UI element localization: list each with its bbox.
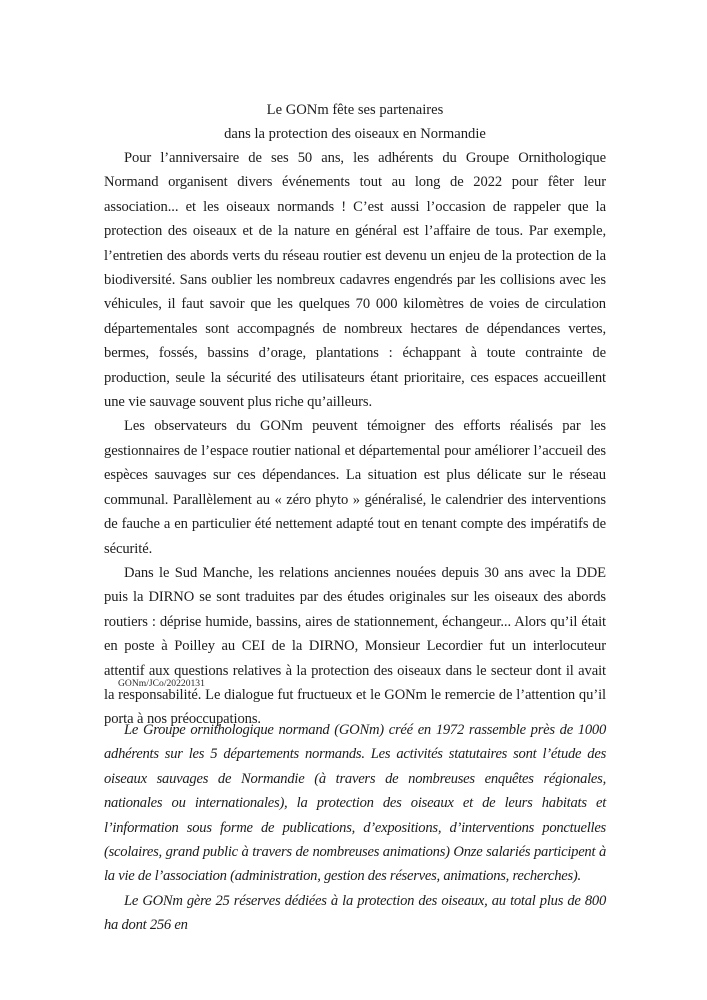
article-body — [104, 146, 606, 732]
paragraph-anniversary: Pour l’anniversaire de ses 50 ans, les adhérents du Groupe Ornithologique Normand organisent divers événements tout au long de 2022 pour fêter leur association... et les oiseaux normands ! C’est aussi l’occasion de rappeler que la protection des oiseaux et de la nature en général est l’affaire de tous. Par exemple, l’entretien des abords verts du réseau routier est devenu un enjeu de la protection de la biodiversité. Sans oublier les nombreux cadavres engendrés par les collisions avec les véhicules, il faut savoir que les quelques 70 000 kilomètres de voies de circulation départementales sont accompagnés de nombreux hectares de dépendances vertes, bermes, fossés, bassins d’orage, plantations : échappant à toute contrainte de production, seule la sécurité des utilisateurs étant prioritaire, ces espaces accueillent une vie sauvage souvent plus riche qu’ailleurs. — [104, 150, 606, 411]
paragraph-reserves: Le GONm gère 25 réserves dédiées à la protection des oiseaux, au total plus de 800 ha dont 256 en — [104, 892, 606, 934]
document-reference: GONm/JCo/20220131 — [118, 678, 205, 689]
about-gonm — [104, 718, 606, 938]
document-title-line-2: dans la protection des oiseaux en Normandie — [224, 126, 486, 142]
paragraph-about-gonm: Le Groupe ornithologique normand (GONm) créé en 1972 rassemble près de 1000 adhérents sur les 5 départements normands. Les activités statutaires sont l’étude des oiseaux sauvages de Normandie (à travers de nombreuses enquêtes régionales, nationales ou internationales), la protection des oiseaux et de leurs habitats et l’information sous forme de publications, d’expositions, d’interventions ponctuelles (scolaires, grand public à travers de nombreuses animations) Onze salariés participent à la vie de l’association (administration, gestion des réserves, animations, recherches). — [104, 722, 606, 885]
paragraph-observers: Les observateurs du GONm peuvent témoigner des efforts réalisés par les gestionnaires de l’espace routier national et départemental pour améliorer l’accueil des espèces sauvages sur ces dépendances. La situation est plus délicate sur le réseau communal. Parallèlement au « zéro phyto » généralisé, le calendrier des interventions de fauche a en particulier été nettement adapté tout en tenant compte des impératifs de sécurité. — [104, 418, 606, 557]
paragraph-sud-manche: Dans le Sud Manche, les relations anciennes nouées depuis 30 ans avec la DDE puis la DIRNO se sont traduites par des études originales sur les oiseaux des abords routiers : déprise humide, bassins, aires de stationnement, échangeur... Alors qu’il était en poste à Poilley au CEI de la DIRNO, Monsieur Lecordier fut un interlocuteur attentif aux questions relatives à la protection des oiseaux dans le secteur dont il avait la responsabilité. Le dialogue fut fructueux et le GONm le remercie de l’attention qu’il porta à nos préoccupations. — [104, 564, 606, 728]
document-title-line-1: Le GONm fête ses partenaires — [266, 102, 444, 118]
